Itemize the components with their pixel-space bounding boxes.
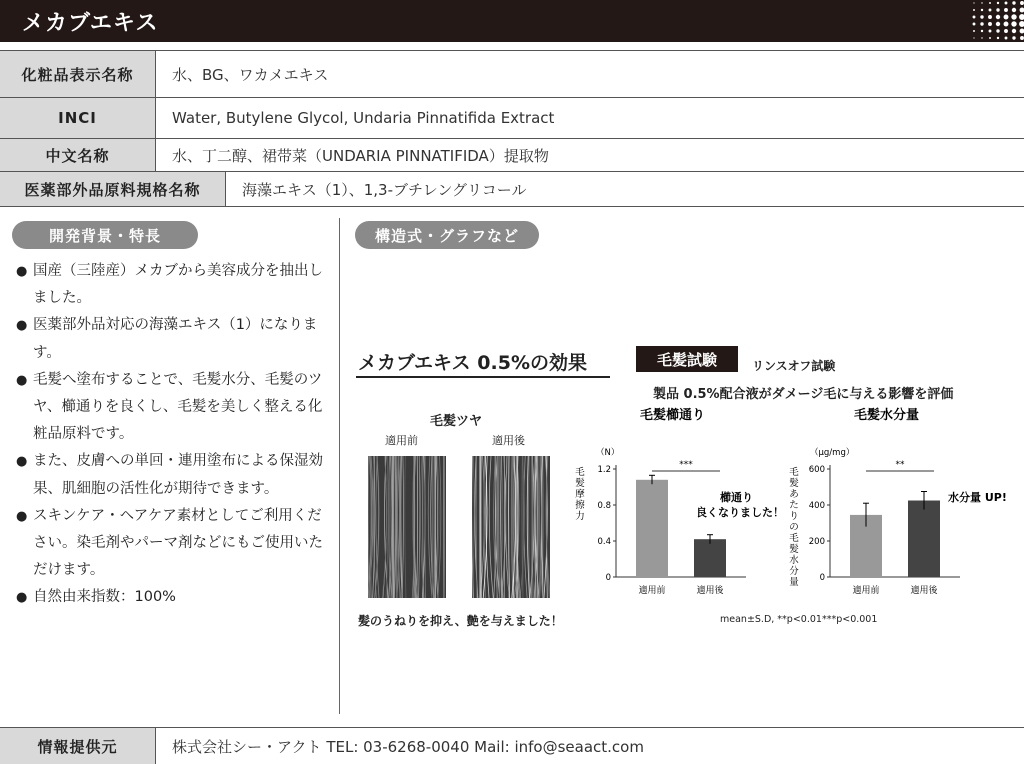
- y-tick-label: 600: [809, 465, 825, 475]
- section-title-structure: 構造式・グラフなど: [355, 221, 539, 249]
- figure-heading: メカブエキス 0.5%の効果: [358, 348, 587, 375]
- halftone-dot: [989, 30, 992, 33]
- halftone-dot: [1012, 1, 1015, 4]
- x-tick-label: 適用後: [696, 584, 724, 596]
- hair-after-photo: [472, 456, 550, 598]
- after-label: 適用後: [492, 432, 525, 448]
- bullet-icon: ●: [16, 448, 33, 502]
- halftone-dot: [1020, 36, 1024, 40]
- y-axis-label-char: 毛: [575, 467, 585, 478]
- spec-value: 水、BG、ワカメエキス: [172, 51, 328, 97]
- halftone-dot: [973, 23, 976, 26]
- spec-row-chinese-name: [0, 138, 1024, 171]
- halftone-dot: [981, 30, 983, 32]
- y-tick-label: 400: [809, 501, 825, 511]
- halftone-dot: [980, 22, 983, 25]
- spec-row-inci: [0, 97, 1024, 138]
- header-bar: [0, 0, 1024, 42]
- bar: [636, 480, 668, 577]
- halftone-dot: [996, 15, 1000, 19]
- halftone-dot: [1012, 29, 1016, 33]
- halftone-dot: [1012, 36, 1015, 39]
- halftone-dot: [1005, 37, 1008, 40]
- halftone-dot: [988, 15, 992, 19]
- halftone-dot: [988, 22, 992, 26]
- halftone-dot: [989, 37, 991, 39]
- y-axis-label-char: た: [789, 500, 799, 511]
- column-divider: [339, 218, 340, 714]
- features-list: [16, 258, 336, 612]
- halftone-dot: [973, 37, 974, 38]
- chart-unit: （μg/mg）: [810, 448, 854, 458]
- bar: [908, 501, 940, 578]
- halftone-dot: [1019, 21, 1024, 27]
- chart-annotation: 良くなりました！: [696, 505, 784, 519]
- y-axis-label-char: 擦: [575, 499, 585, 511]
- y-axis-label-char: 摩: [575, 488, 585, 500]
- halftone-decoration: [970, 0, 1024, 42]
- halftone-dot: [996, 8, 999, 11]
- significance-label: **: [896, 460, 906, 470]
- chart-footnote: mean±S.D, **p<0.01***p<0.001: [720, 614, 877, 625]
- halftone-dot: [981, 2, 982, 3]
- y-axis-label-char: 髪: [789, 477, 799, 489]
- y-axis-label-char: 毛: [789, 533, 799, 544]
- halftone-dot: [989, 9, 992, 12]
- y-tick-label: 200: [809, 537, 825, 547]
- spec-label: 医薬部外品原料規格名称: [0, 172, 226, 206]
- chart-unit: （N）: [596, 448, 619, 458]
- halftone-dot: [1004, 22, 1009, 27]
- list-item: ● 毛髪へ塗布することで、毛髪水分、毛髪のツヤ、櫛通りを良くし、毛髪を美しく整える化粧品原料です。: [16, 367, 336, 449]
- halftone-dot: [1020, 1, 1024, 5]
- halftone-dot: [1004, 29, 1008, 33]
- halftone-dot: [980, 15, 983, 18]
- spec-value: 海藻エキス（1）、1,3-ブチレングリコール: [242, 172, 526, 206]
- chart-title: 毛髪櫛通り: [640, 407, 705, 423]
- y-axis-label-char: り: [789, 511, 799, 522]
- y-axis-label-char: 分: [789, 565, 799, 577]
- y-axis-label-char: 量: [789, 577, 799, 588]
- spec-label: 中文名称: [0, 139, 156, 171]
- list-item: ● 国産（三陸産）メカブから美容成分を抽出しました。: [16, 258, 336, 312]
- halftone-dot: [1011, 14, 1016, 19]
- halftone-dot: [1012, 8, 1016, 12]
- halftone-dot: [1020, 29, 1024, 34]
- y-tick-label: 0: [820, 573, 825, 583]
- bullet-icon: ●: [16, 367, 33, 449]
- halftone-dot: [989, 2, 991, 4]
- bullet-icon: ●: [16, 584, 33, 611]
- halftone-dot: [1005, 2, 1008, 5]
- y-tick-label: 1.2: [597, 465, 611, 475]
- halftone-dot: [1019, 14, 1024, 20]
- x-tick-label: 適用後: [910, 584, 938, 596]
- y-axis-label-char: あ: [789, 489, 799, 500]
- halftone-dot: [996, 29, 999, 32]
- y-axis-label-char: 水: [789, 554, 799, 566]
- footer-contact: 株式会社シー・アクト TEL: 03-6268-0040 Mail: info@seaact.com: [172, 728, 644, 764]
- page-title: メカブエキス: [22, 6, 158, 37]
- spec-label: INCI: [0, 98, 156, 138]
- chart-annotation: 櫛通り: [720, 490, 753, 504]
- footer-label: 情報提供元: [0, 728, 156, 764]
- spec-label: 化粧品表示名称: [0, 51, 156, 97]
- spec-row-cosmetic-name: [0, 50, 1024, 97]
- spec-value: 水、丁二醇、裙带菜（UNDARIA PINNATIFIDA）提取物: [172, 139, 549, 171]
- halftone-dot: [996, 22, 1000, 26]
- y-tick-label: 0: [606, 573, 611, 583]
- list-item: ● 自然由来指数：100%: [16, 584, 336, 611]
- halftone-dot: [1011, 21, 1016, 26]
- hair-before-photo: [368, 456, 446, 598]
- significance-label: ***: [679, 460, 693, 470]
- chart-moisture: [784, 405, 1024, 605]
- list-item: ● スキンケア・ヘアケア素材としてご利用ください。染毛剤やパーマ剤などにもご使用いただけます。: [16, 503, 336, 585]
- chart-combing: [570, 405, 800, 605]
- bar: [694, 539, 726, 577]
- halftone-dot: [973, 16, 976, 19]
- y-axis-label-char: 力: [575, 510, 585, 522]
- halftone-dot: [1020, 8, 1024, 13]
- halftone-dot: [981, 37, 982, 38]
- halftone-dot: [973, 2, 974, 3]
- y-tick-label: 0.4: [597, 537, 611, 547]
- halftone-dot: [1004, 15, 1009, 20]
- bullet-icon: ●: [16, 258, 33, 312]
- heading-underline: [356, 376, 610, 378]
- y-tick-label: 0.8: [597, 501, 611, 511]
- halftone-dot: [981, 9, 983, 11]
- gloss-caption: 髪のうねりを抑え、艶を与えました！: [358, 612, 563, 629]
- x-tick-label: 適用前: [852, 584, 879, 596]
- halftone-dot: [997, 2, 999, 4]
- test-description: 製品 0.5%配合液がダメージ毛に与える影響を評価: [653, 383, 953, 402]
- before-label: 適用前: [385, 432, 418, 448]
- halftone-dot: [997, 37, 999, 39]
- spec-value: Water, Butylene Glycol, Undaria Pinnatifida Extract: [172, 98, 554, 138]
- section-title-background: 開発背景・特長: [12, 221, 198, 249]
- list-item: ● また、皮膚への単回・連用塗布による保湿効果、肌細胞の活性化が期待できます。: [16, 448, 336, 502]
- bullet-icon: ●: [16, 503, 33, 585]
- y-axis-label-char: 毛: [789, 467, 799, 478]
- y-axis-label-char: 髪: [575, 477, 585, 489]
- test-badge: 毛髪試験: [636, 346, 738, 372]
- chart-annotation: 水分量 UP!: [948, 490, 1007, 504]
- bullet-icon: ●: [16, 312, 33, 366]
- chart-title: 毛髪水分量: [854, 407, 919, 423]
- test-type: リンスオフ試験: [752, 357, 835, 374]
- halftone-dot: [973, 9, 975, 11]
- y-axis-label-char: 髪: [789, 543, 799, 555]
- gloss-title: 毛髪ツヤ: [430, 410, 482, 429]
- list-item: ● 医薬部外品対応の海藻エキス（1）になります。: [16, 312, 336, 366]
- x-tick-label: 適用前: [638, 584, 665, 596]
- halftone-dot: [1004, 8, 1008, 12]
- spec-row-quasi-drug-name: [0, 171, 1024, 207]
- footer-row: [0, 727, 1024, 764]
- y-axis-label-char: の: [789, 522, 799, 533]
- halftone-dot: [973, 30, 975, 32]
